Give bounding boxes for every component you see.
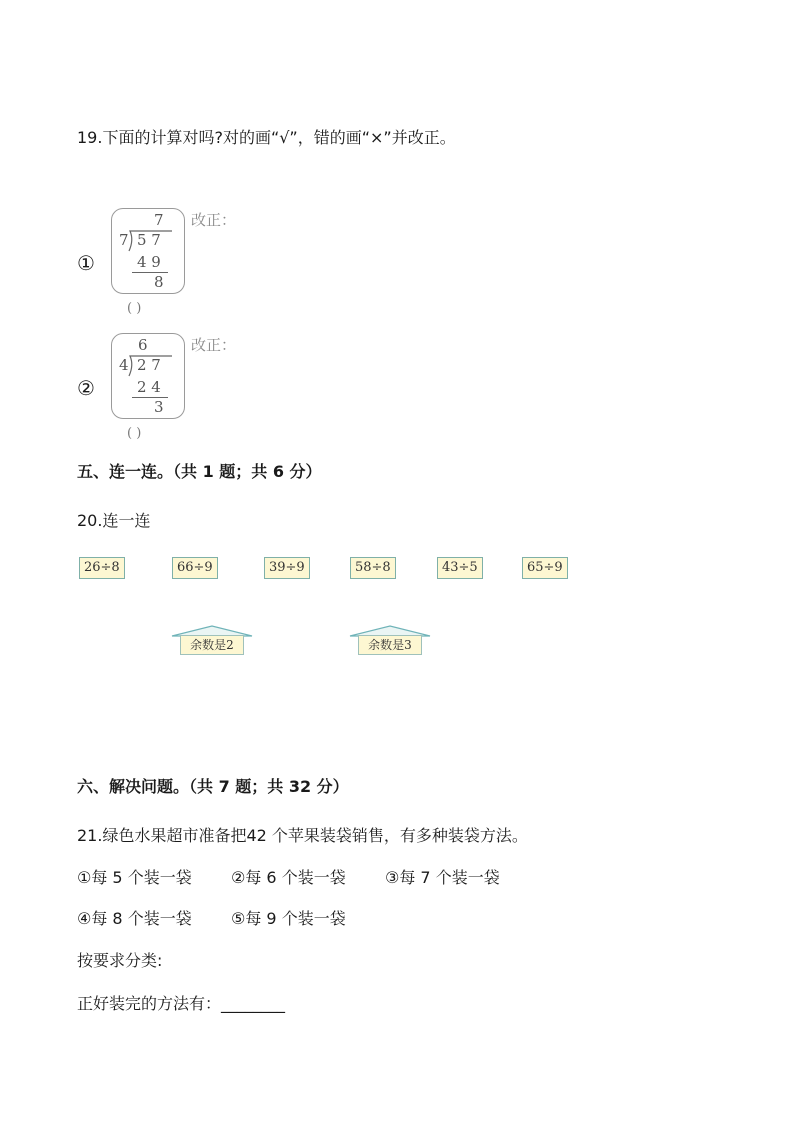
q21-option-5: ⑤每 9 个装一袋 [231,909,346,928]
item1-answer-paren[interactable]: ( ) [127,301,142,316]
item2-division-box [111,333,185,419]
expr-box-4[interactable]: 58÷8 [350,557,396,579]
section6-title: 六、解决问题。（共 7 题；共 32 分） [77,777,349,796]
item2-correct-label: 改正： [191,336,237,354]
item2-dividend: 2 7 [137,356,161,374]
q21-option-1: ①每 5 个装一袋 [77,868,192,887]
item2-answer-paren[interactable]: ( ) [127,426,142,441]
section5-title: 五、连一连。（共 1 题；共 6 分） [77,462,322,481]
expr-box-1[interactable]: 26÷8 [79,557,125,579]
expr-box-2[interactable]: 66÷9 [172,557,218,579]
house2-label[interactable]: 余数是3 [358,635,422,655]
q19-prompt: 19.下面的计算对吗?对的画“√”，错的画“×”并改正。 [77,128,456,147]
item1-quotient: 7 [154,211,164,229]
item1-division-box [111,208,185,294]
q21-prompt: 21.绿色水果超市准备把42 个苹果装袋销售，有多种装袋方法。 [77,826,528,845]
item2-divisor: 4 [119,356,129,374]
item1-product: 4 9 [137,253,161,271]
item1-divisor: 7 [119,231,129,249]
q21-option-2: ②每 6 个装一袋 [231,868,346,887]
item2-remainder: 3 [154,398,164,416]
item2-quotient: 6 [138,336,148,354]
q21-classify-label: 按要求分类: [77,951,163,970]
q20-prompt: 20.连一连 [77,511,151,530]
q21-option-4: ④每 8 个装一袋 [77,909,192,928]
q21-exact-answer[interactable]: 正好装完的方法有：________ [77,994,286,1013]
item2-product: 2 4 [137,378,161,396]
expr-box-3[interactable]: 39÷9 [264,557,310,579]
expr-box-5[interactable]: 43÷5 [437,557,483,579]
item2-marker: ② [77,376,95,400]
q21-option-3: ③每 7 个装一袋 [385,868,500,887]
house1-label[interactable]: 余数是2 [180,635,244,655]
item1-correct-label: 改正： [191,211,237,229]
item1-remainder: 8 [154,273,164,291]
item1-dividend: 5 7 [137,231,161,249]
expr-box-6[interactable]: 65÷9 [522,557,568,579]
item1-marker: ① [77,251,95,275]
